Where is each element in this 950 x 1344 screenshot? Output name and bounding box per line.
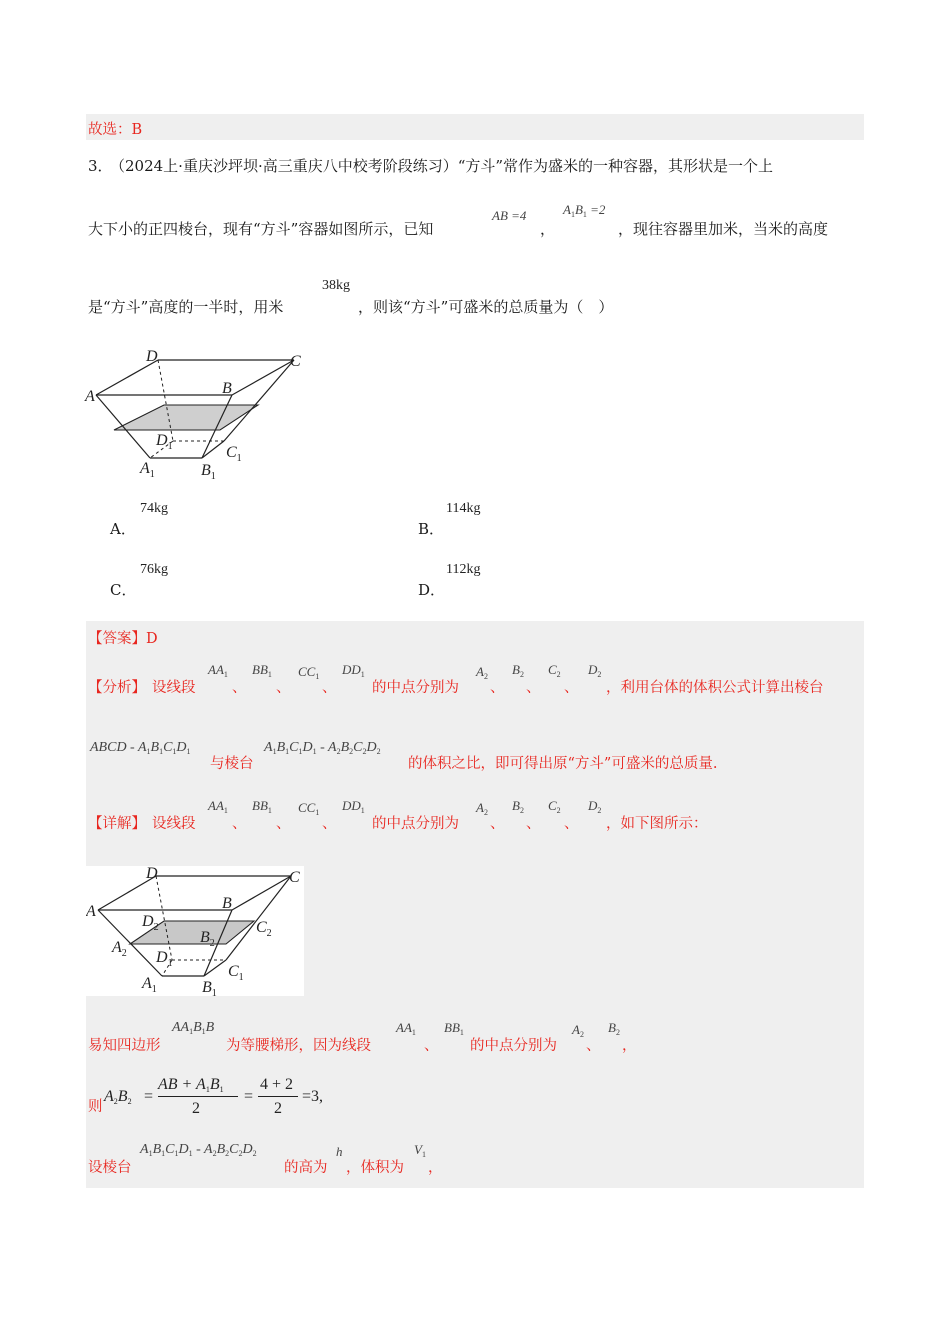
seg-CC1: $CC_1$	[298, 664, 320, 681]
label2-B1: $B_1$	[202, 979, 217, 996]
label2-B: B	[222, 895, 232, 912]
prev-answer: 故选：B	[88, 122, 143, 138]
line-a1: 易知四边形	[88, 1038, 161, 1054]
label2-D1: $D_1$	[156, 949, 173, 969]
option-b-letter: B．	[418, 520, 445, 538]
sep: 、	[276, 816, 291, 832]
label-A: A	[85, 388, 95, 405]
option-c-letter: C．	[110, 581, 137, 599]
analysis-1a: 设线段	[152, 680, 196, 696]
label-C: C	[290, 353, 301, 370]
seg-DD1-2: $DD_1$	[342, 798, 365, 815]
label2-C: C	[289, 869, 300, 886]
label2-A1: $A_1$	[142, 975, 157, 995]
question-number: 3．	[88, 157, 113, 175]
sep: 、	[232, 680, 247, 696]
label-C1: $C_1$	[226, 444, 242, 464]
line-a3: 的中点分别为	[470, 1038, 557, 1054]
sep: 、	[490, 680, 505, 696]
label2-A: A	[86, 903, 96, 920]
analysis-label: 【分析】	[88, 680, 146, 696]
sep: 、	[564, 680, 579, 696]
sep: 、	[232, 816, 247, 832]
sep: 、	[564, 816, 579, 832]
seg-BB1: $BB_1$	[252, 662, 272, 679]
analysis-1c: ，利用台体的体积公式计算出棱台	[606, 680, 824, 696]
sep: 、	[526, 680, 541, 696]
line-c1: 设棱台	[88, 1160, 132, 1176]
analysis-2a: 与棱台	[210, 756, 254, 772]
pt-A2-3: $A_2$	[572, 1022, 584, 1039]
prev-answer-box	[86, 114, 864, 140]
eq-ab: AB =4	[492, 208, 527, 223]
line-a2: 为等腰梯形，因为线段	[226, 1038, 371, 1054]
var-V1: $V_1$	[414, 1142, 426, 1159]
pt-B2-3: $B_2$	[608, 1020, 620, 1037]
question-line-1: （2024上·重庆沙坪坝·高三重庆八中校考阶段练习）“方斗”常作为盛米的一种容器，其形状是一个上	[110, 157, 774, 175]
frustum-figure	[84, 345, 314, 485]
label-D1: $D_1$	[156, 432, 173, 452]
pt-B2-2: $B_2$	[512, 798, 524, 815]
label2-B2: $B_2$	[200, 929, 215, 949]
option-c-value: 76kg	[140, 562, 168, 577]
seg-AA1-3: $AA_1$	[396, 1020, 416, 1037]
line-b1: 则	[88, 1099, 103, 1115]
eq-a1b1: $A_1B_1 =2$	[563, 202, 606, 219]
question-line-2b: ，	[540, 220, 556, 238]
seg-BB1-2: $BB_1$	[252, 798, 272, 815]
pt-C2: $C_2$	[548, 662, 561, 679]
analysis-2b: 的体积之比，即可得出原“方斗”可盛米的总质量.	[408, 756, 718, 772]
option-b-value: 114kg	[446, 501, 481, 516]
seg-AA1-2: $AA_1$	[208, 798, 228, 815]
option-d-letter: D．	[418, 581, 446, 599]
option-d-value: 112kg	[446, 562, 481, 577]
line-a4: ，	[622, 1038, 637, 1054]
sep: 、	[586, 1038, 601, 1054]
pt-D2-2: $D_2$	[588, 798, 602, 815]
label2-C1: $C_1$	[228, 963, 244, 983]
sep: 、	[526, 816, 541, 832]
frustum-A1B1C1D1-A2B2C2D2-2: $A_1B_1C_1D_1 - A_2B_2C_2D_2$	[140, 1142, 257, 1158]
sep: 、	[322, 680, 337, 696]
seg-AA1: $AA_1$	[208, 662, 228, 679]
label-A1: $A_1$	[140, 460, 155, 480]
detail-1b: 的中点分别为	[372, 816, 459, 832]
label2-D2: $D_2$	[142, 913, 159, 933]
option-a-value: 74kg	[140, 501, 168, 516]
question-line-2a: 大下小的正四棱台，现有“方斗”容器如图所示，已知	[88, 220, 434, 238]
var-h: h	[336, 1144, 343, 1159]
frustum-ABCD-A1B1C1D1: ABCD - $A_1B_1C_1D_1$	[90, 740, 191, 756]
question-line-3b: ，则该“方斗”可盛米的总质量为（ ）	[358, 298, 614, 316]
line-c2: 的高为	[284, 1160, 328, 1176]
seg-DD1: $DD_1$	[342, 662, 365, 679]
seg-CC1-2: $CC_1$	[298, 800, 320, 817]
seg-BB1-3: $BB_1$	[444, 1020, 464, 1037]
label-D: D	[146, 348, 158, 365]
option-a-letter: A．	[110, 520, 136, 538]
label2-C2: $C_2$	[256, 919, 272, 939]
answer-label: 【答案】D	[88, 631, 158, 647]
frustum-A1B1C1D1-A2B2C2D2: $A_1B_1C_1D_1 - A_2B_2C_2D_2$	[264, 740, 381, 756]
mass-38: 38kg	[322, 278, 350, 293]
detail-label: 【详解】	[88, 816, 146, 832]
detail-1a: 设线段	[152, 816, 196, 832]
question-line-2c: ，现往容器里加米，当米的高度	[618, 220, 829, 238]
analysis-1b: 的中点分别为	[372, 680, 459, 696]
sep: 、	[424, 1038, 439, 1054]
line-c3: ，体积为	[346, 1160, 404, 1176]
line-c4: ，	[428, 1160, 443, 1176]
quad-AA1B1B: $AA_1B_1B$	[172, 1020, 215, 1036]
question-line-3a: 是“方斗”高度的一半时，用米	[88, 298, 284, 316]
pt-D2: $D_2$	[588, 662, 602, 679]
pt-A2-2: $A_2$	[476, 800, 488, 817]
pt-C2-2: $C_2$	[548, 798, 561, 815]
sep: 、	[490, 816, 505, 832]
frustum-figure-2	[86, 866, 304, 996]
label-B: B	[222, 380, 232, 397]
label2-D: D	[146, 866, 158, 882]
pt-B2: $B_2$	[512, 662, 524, 679]
pt-A2: $A_2$	[476, 664, 488, 681]
detail-1c: ，如下图所示：	[606, 816, 708, 832]
label-B1: $B_1$	[201, 462, 216, 482]
sep: 、	[276, 680, 291, 696]
sep: 、	[322, 816, 337, 832]
label2-A2: $A_2$	[112, 939, 127, 959]
